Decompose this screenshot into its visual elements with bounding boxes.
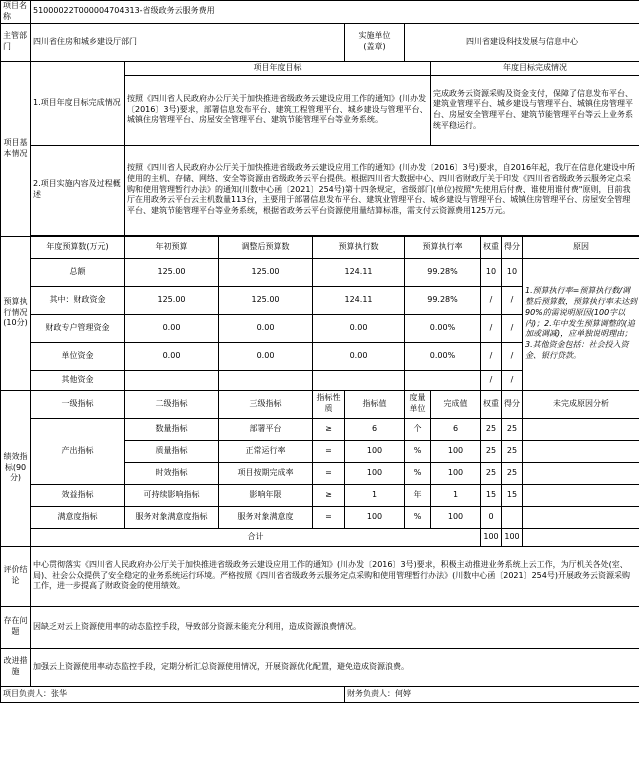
perf-header-nature: 指标性质 xyxy=(313,390,345,418)
finance-leader: 财务负责人：何婷 xyxy=(345,686,639,702)
perf-done: 1 xyxy=(431,484,481,506)
perf-l1: 满意度指标 xyxy=(31,506,125,528)
perf-nature: ≥ xyxy=(313,484,345,506)
perf-header-target: 指标值 xyxy=(345,390,405,418)
perf-done: 100 xyxy=(431,506,481,528)
item1-completion: 完成政务云资源采购及资金支付，保障了信息发布平台、建筑业管理平台、城乡建设与管理平台、城镇住房管理平台、房屋安全管理平台、建筑节能管理平台等云上业务系统平稳运行。 xyxy=(431,75,639,145)
perf-header-score: 得分 xyxy=(502,390,523,418)
perf-total-label: 合计 xyxy=(31,528,481,546)
budget-row-label: 单位资金 xyxy=(31,342,125,370)
perf-l2: 质量指标 xyxy=(125,440,219,462)
perf-row xyxy=(1,484,639,506)
problems-row xyxy=(1,606,639,648)
perf-header-weight: 权重 xyxy=(481,390,502,418)
perf-nature: = xyxy=(313,440,345,462)
perf-done: 100 xyxy=(431,462,481,484)
budget-score: / xyxy=(502,342,523,370)
perf-row xyxy=(1,506,639,528)
perf-total-row xyxy=(1,528,639,546)
conclusion-row xyxy=(1,546,639,606)
budget-row-label: 其他资金 xyxy=(31,370,125,390)
perf-header-row xyxy=(1,390,639,418)
budget-executed: 0.00 xyxy=(313,342,405,370)
budget-rate: 0.00% xyxy=(405,342,481,370)
perf-weight: 25 xyxy=(481,462,502,484)
budget-score: 10 xyxy=(502,258,523,286)
budget-header-adjusted: 调整后预算数 xyxy=(219,236,313,258)
item1-target: 按照《四川省人民政府办公厅关于加快推进省级政务云建设应用工作的通知》(川办发〔2016〕3号)要求，部署信息发布平台、建筑工程管理平台、城乡建设与管理平台、城镇住房管理平台、房屋安全管理平台、建筑节能管理平台等业务系统。 xyxy=(125,75,431,145)
perf-l3: 服务对象满意度 xyxy=(219,506,313,528)
project-name-value: 51000022T000004704313-省级政务云服务费用 xyxy=(31,1,639,24)
project-name-label: 项目名称 xyxy=(1,1,31,24)
measures-text: 加强云上资源使用率动态监控手段，定期分析汇总资源使用情况，开展资源优化配置，避免造成资源浪费。 xyxy=(31,648,639,686)
budget-adjusted: 0.00 xyxy=(219,342,313,370)
perf-header-l2: 二级指标 xyxy=(125,390,219,418)
perf-l2: 时效指标 xyxy=(125,462,219,484)
conclusion-text: 中心贯彻落实《四川省人民政府办公厅关于加快推进省级政务云建设应用工作的通知》(川办发〔2016〕3号)要求，积极主动推进业务系统上云工作，为厅机关各处(室、局)、社会公众提供了安全稳定的业务系统运行环境。严格按照《四川省省级政务云服务定点采购和使用管理暂行办法》(川数中心函〔2021〕254号)开展政务云资源采购工作，进一步提高了财政资金的使用绩效。 xyxy=(31,546,639,606)
perf-section-label: 绩效指标(90分) xyxy=(1,390,31,546)
perf-l1: 效益指标 xyxy=(31,484,125,506)
budget-row-label: 其中：财政资金 xyxy=(31,286,125,314)
perf-l1: 产出指标 xyxy=(31,418,125,484)
budget-header-weight: 权重 xyxy=(481,236,502,258)
perf-reason xyxy=(523,462,639,484)
budget-rate xyxy=(405,370,481,390)
perf-l3: 部署平台 xyxy=(219,418,313,440)
problems-text: 因缺乏对云上资源使用率的动态监控手段，导致部分资源未能充分利用，造成资源浪费情况。 xyxy=(31,606,639,648)
perf-total-reason xyxy=(523,528,639,546)
budget-executed xyxy=(313,370,405,390)
conclusion-label: 评价结论 xyxy=(1,546,31,606)
perf-unit: % xyxy=(405,506,431,528)
perf-l3: 项目按期完成率 xyxy=(219,462,313,484)
perf-target: 100 xyxy=(345,506,405,528)
budget-header-score: 得分 xyxy=(502,236,523,258)
budget-header-col: 年度预算数(万元) xyxy=(31,236,125,258)
budget-section-label: 预算执行情况(10分) xyxy=(1,236,31,390)
budget-row-label: 总额 xyxy=(31,258,125,286)
perf-target: 1 xyxy=(345,484,405,506)
perf-header-done: 完成值 xyxy=(431,390,481,418)
budget-header-executed: 预算执行数 xyxy=(313,236,405,258)
budget-rate: 99.28% xyxy=(405,258,481,286)
budget-score: / xyxy=(502,314,523,342)
footer-row xyxy=(1,686,639,702)
perf-score xyxy=(502,506,523,528)
budget-weight: / xyxy=(481,314,502,342)
budget-adjusted: 125.00 xyxy=(219,258,313,286)
budget-executed: 124.11 xyxy=(313,258,405,286)
budget-weight: / xyxy=(481,370,502,390)
budget-header-row xyxy=(1,236,639,258)
budget-rate: 0.00% xyxy=(405,314,481,342)
budget-initial xyxy=(125,370,219,390)
perf-target: 6 xyxy=(345,418,405,440)
perf-reason xyxy=(523,506,639,528)
perf-unit: 年 xyxy=(405,484,431,506)
perf-score: 25 xyxy=(502,440,523,462)
perf-l3: 影响年限 xyxy=(219,484,313,506)
item2-row xyxy=(1,145,639,235)
perf-l2: 数量指标 xyxy=(125,418,219,440)
perf-weight: 0 xyxy=(481,506,502,528)
perf-weight: 25 xyxy=(481,440,502,462)
measures-row xyxy=(1,648,639,686)
perf-total-weight: 100 xyxy=(481,528,502,546)
budget-adjusted: 125.00 xyxy=(219,286,313,314)
perf-weight: 15 xyxy=(481,484,502,506)
perf-unit: % xyxy=(405,440,431,462)
budget-header-rate: 预算执行率 xyxy=(405,236,481,258)
perf-target: 100 xyxy=(345,440,405,462)
perf-target: 100 xyxy=(345,462,405,484)
budget-header-reason: 原因 xyxy=(523,236,639,258)
perf-l2: 可持续影响指标 xyxy=(125,484,219,506)
completion-header: 年度目标完成情况 xyxy=(431,61,639,75)
perf-header-unit: 度量单位 xyxy=(405,390,431,418)
perf-nature: = xyxy=(313,462,345,484)
item1-label: 1.项目年度目标完成情况 xyxy=(31,61,125,145)
perf-score: 15 xyxy=(502,484,523,506)
perf-nature: = xyxy=(313,506,345,528)
perf-l3: 正常运行率 xyxy=(219,440,313,462)
item2-label: 2.项目实施内容及过程概述 xyxy=(31,145,125,235)
budget-initial: 125.00 xyxy=(125,286,219,314)
measures-label: 改进措施 xyxy=(1,648,31,686)
perf-unit: 个 xyxy=(405,418,431,440)
basic-section-label: 项目基本情况 xyxy=(1,61,31,236)
budget-adjusted xyxy=(219,370,313,390)
perf-done: 6 xyxy=(431,418,481,440)
perf-nature: ≥ xyxy=(313,418,345,440)
project-name-row xyxy=(1,1,639,24)
budget-score: / xyxy=(502,370,523,390)
budget-score: / xyxy=(502,286,523,314)
budget-initial: 0.00 xyxy=(125,342,219,370)
budget-adjusted: 0.00 xyxy=(219,314,313,342)
target-header: 项目年度目标 xyxy=(125,61,431,75)
perf-weight: 25 xyxy=(481,418,502,440)
perf-unit: % xyxy=(405,462,431,484)
problems-label: 存在问题 xyxy=(1,606,31,648)
impl-unit-value: 四川省建设科技发展与信息中心 xyxy=(405,23,639,61)
basic-header-row xyxy=(1,61,639,75)
dept-value: 四川省住房和城乡建设厅部门 xyxy=(31,23,345,61)
perf-score: 25 xyxy=(502,418,523,440)
perf-header-l3: 三级指标 xyxy=(219,390,313,418)
dept-label: 主管部门 xyxy=(1,23,31,61)
perf-total-score: 100 xyxy=(502,528,523,546)
item2-content: 按照《四川省人民政府办公厅关于加快推进省级政务云建设应用工作的通知》(川办发〔2016〕3号)要求，自2016年起，我厅在信息化建设中所使用的主机、存储、网络、安全等资源由省级政务云平台提供。根据四川省大数据中心、四川省财政厅关于印发《四川省省级政务云服务定点采购和使用管理暂行办法》的通知(川数中心函〔2021〕254号)第十四条规定，省级部门(单位)按照"先使用后付费、谁使用谁付费"原则，目前我厅在用政务云平台云主机数量113台，主要用于部署信息发布平台、建筑业管理平台、城乡建设与管理平台、城镇住房管理平台、房屋安全管理平台、建筑节能管理平台等业务系统，根据省政务云平台资源使用量结算标准，需支付云资源费用125万元。 xyxy=(125,145,639,235)
budget-reason: 1.预算执行率=预算执行数/调整后预算数，预算执行率未达到90%的需说明原因(100字以内)；2.年中发生预算调整的(追加或调减)，应单独说明理由；3.其他资金包括：社会投入资金、银行贷款。 xyxy=(523,258,639,390)
perf-done: 100 xyxy=(431,440,481,462)
perf-l2: 服务对象满意度指标 xyxy=(125,506,219,528)
budget-header-initial: 年初预算 xyxy=(125,236,219,258)
perf-reason xyxy=(523,440,639,462)
budget-initial: 0.00 xyxy=(125,314,219,342)
perf-reason xyxy=(523,484,639,506)
perf-header-reason: 未完成原因分析 xyxy=(523,390,639,418)
perf-reason xyxy=(523,418,639,440)
perf-header-l1: 一级指标 xyxy=(31,390,125,418)
perf-row xyxy=(1,418,639,440)
dept-row xyxy=(1,23,639,61)
budget-row xyxy=(1,258,639,286)
budget-row-label: 财政专户管理资金 xyxy=(31,314,125,342)
budget-executed: 124.11 xyxy=(313,286,405,314)
budget-executed: 0.00 xyxy=(313,314,405,342)
budget-initial: 125.00 xyxy=(125,258,219,286)
budget-rate: 99.28% xyxy=(405,286,481,314)
project-leader: 项目负责人：张华 xyxy=(1,686,345,702)
budget-weight: 10 xyxy=(481,258,502,286)
budget-weight: / xyxy=(481,286,502,314)
perf-score: 25 xyxy=(502,462,523,484)
impl-unit-label: 实施单位 (盖章) xyxy=(345,23,405,61)
budget-weight: / xyxy=(481,342,502,370)
